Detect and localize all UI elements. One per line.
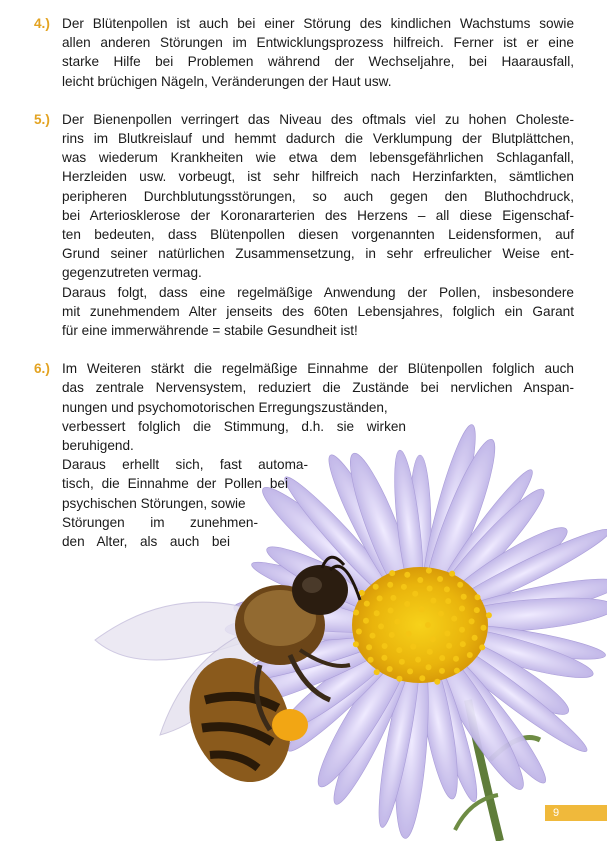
- stamen: [407, 668, 413, 674]
- stamen: [377, 595, 383, 601]
- body-text: [34, 14, 574, 551]
- stamen: [439, 655, 445, 661]
- text-line: beruhigend.: [62, 438, 134, 454]
- stamen: [454, 668, 460, 674]
- stamen: [419, 606, 425, 612]
- stamen: [453, 656, 459, 662]
- stamen: [389, 570, 395, 576]
- stamen: [353, 610, 359, 616]
- stamen: [437, 576, 443, 582]
- text-line: für eine immerwährende = stabile Gesundheit ist!: [62, 323, 358, 339]
- text-line: Der Bienenpollen verringert das Niveau des oftmals viel zu hohen Choleste-: [62, 111, 574, 127]
- item-paragraph: [62, 110, 574, 340]
- text-line: was wiederum Krankheiten wie etwa dem lebensgefährlichen Schlaganfall,: [62, 150, 574, 166]
- stamen: [446, 643, 452, 649]
- stamen: [389, 632, 395, 638]
- stamen: [381, 655, 387, 661]
- stamen: [374, 610, 380, 616]
- text-line: Störungen im zunehmen-: [62, 514, 258, 530]
- stamen: [481, 625, 487, 631]
- item-number: 5.): [34, 111, 50, 127]
- stamen: [474, 607, 480, 613]
- stamen: [438, 611, 444, 617]
- stamen: [449, 571, 455, 577]
- stamen: [486, 612, 492, 618]
- stamen: [444, 631, 450, 637]
- stamen: [406, 631, 412, 637]
- stamen: [368, 657, 374, 663]
- stamen: [459, 606, 465, 612]
- text-line: Im Weiteren stärkt die regelmäßige Einnahme der Blütenpollen folglich auch: [62, 361, 574, 377]
- stamen: [461, 594, 467, 600]
- stamen: [467, 652, 473, 658]
- stamen: [404, 601, 410, 607]
- item-paragraph: [62, 14, 574, 91]
- stamen: [479, 644, 485, 650]
- text-line: Der Blütenpollen ist auch bei einer Störung des kindlichen Wachstums sowie: [62, 16, 574, 31]
- text-line: psychischen Störungen, sowie: [62, 495, 246, 511]
- text-line: Grund seiner natürlichen Zusammensetzung, in sehr erfreulicher Weise ent-: [62, 246, 574, 262]
- stamen: [364, 601, 370, 607]
- text-line: leicht brüchigen Nägeln, Veränderungen der Haut usw.: [62, 73, 392, 89]
- stamen: [388, 608, 394, 614]
- stamen: [425, 622, 431, 628]
- stamen: [469, 618, 475, 624]
- stamen: [445, 598, 451, 604]
- stamen: [353, 641, 359, 647]
- stamen: [427, 586, 433, 592]
- stamen: [370, 633, 376, 639]
- list-item-5: [34, 110, 574, 340]
- stamen: [475, 594, 481, 600]
- stamen: [374, 669, 380, 675]
- text-line: tisch, die Einnahme der Pollen bei: [62, 476, 288, 492]
- stamen: [387, 582, 393, 588]
- stamen: [401, 584, 407, 590]
- page-number: 9: [545, 805, 607, 821]
- stamen: [427, 649, 433, 655]
- stamen: [396, 647, 402, 653]
- stamen: [399, 659, 405, 665]
- stamen: [366, 644, 372, 650]
- text-line: starke Hilfe bei Problemen während der Wechseljahre, bei Haarausfall,: [62, 54, 574, 70]
- stamen: [382, 643, 388, 649]
- stamen: [439, 668, 445, 674]
- stamen: [426, 664, 432, 670]
- stamen: [390, 595, 396, 601]
- stamen: [472, 635, 478, 641]
- stamen: [356, 629, 362, 635]
- item-number: 6.): [34, 361, 50, 377]
- stamen: [387, 666, 393, 672]
- stamen: [459, 627, 465, 633]
- stamen: [373, 584, 379, 590]
- stamen: [394, 619, 400, 625]
- stamen: [417, 577, 423, 583]
- stamen: [410, 644, 416, 650]
- list-item-6: [34, 359, 574, 551]
- stamen: [419, 675, 425, 681]
- text-line: bei Arteriosklerose der Koronararterien des Herzens – all diese Eigenschaf-: [62, 207, 574, 223]
- stamen: [426, 568, 432, 574]
- text-line: Daraus folgt, dass eine regelmäßige Anwendung der Pollen, insbesondere: [62, 284, 574, 300]
- stamen: [363, 618, 369, 624]
- item-number: 4.): [34, 16, 50, 31]
- text-line: den Alter, als auch bei: [62, 534, 230, 550]
- stamen: [415, 657, 421, 663]
- stamen: [457, 582, 463, 588]
- text-line: allen anderen Störungen im Entwicklungsprozess hilfreich. Ferner ist er eine: [62, 35, 574, 51]
- text-line: verbessert folglich die Stimmung, d.h. sie wirken: [62, 418, 406, 434]
- stamen: [430, 598, 436, 604]
- text-line: Herzleiden usw. vorbeugt, ist sehr hilfreich nach Herzinfarkten, sämtlichen: [62, 169, 574, 185]
- stamen: [451, 616, 457, 622]
- text-line: mit zunehmendem Alter jenseits des 60ten Lebensjahres, folglich ein Garant: [62, 303, 574, 319]
- text-line: gegenzutreten vermag.: [62, 265, 202, 281]
- stamen: [397, 676, 403, 682]
- text-line: peripheren Durchblutungsstörungen, so auch gegen den Bluthochdruck,: [62, 188, 574, 204]
- list-item-4: [34, 14, 574, 91]
- stamen: [444, 586, 450, 592]
- stamen: [412, 591, 418, 597]
- stamen: [430, 636, 436, 642]
- text-line: das zentrale Nervensystem, reduziert die Zustände bei nervlichen Anspan-: [62, 380, 574, 396]
- item-paragraph: [62, 359, 574, 551]
- stamen: [404, 572, 410, 578]
- text-line: rins im Blutkreislauf und hemmt dadurch die Verklumpung der Blutplättchen,: [62, 131, 574, 147]
- stamen: [434, 679, 440, 685]
- text-line: ten bedeuten, dass Blütenpollen diesen vorgenannten Leidensformen, auf: [62, 227, 574, 243]
- text-line: Daraus erhellt sich, fast automa-: [62, 457, 308, 473]
- text-line: nungen und psychomotorischen Erregungszuständen,: [62, 399, 388, 415]
- stamen: [378, 623, 384, 629]
- stamen: [460, 641, 466, 647]
